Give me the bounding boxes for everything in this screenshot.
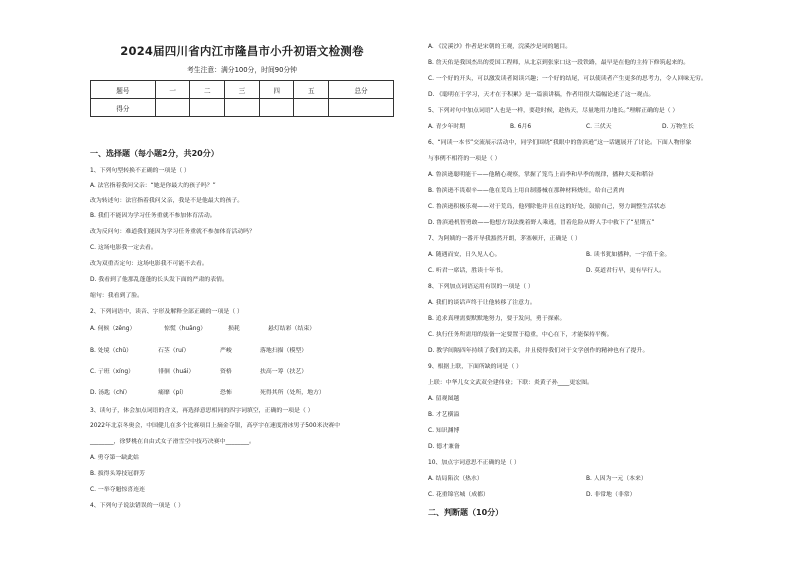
option-line: A. 我们的谈话声终于让他转移了注意力。 [428, 300, 536, 306]
option-line: C. 一个好的开头，可以激发读者阅读兴趣；一个好的结尾，可以使读者产生更多的思考力，令人回味无穷。 [428, 76, 707, 82]
option-q2-a-1: A. 伺候（zěng） [90, 326, 136, 332]
score-table-header-cell: 二 [190, 81, 225, 99]
option-line: B. 追求真理需要默默地努力，要于发问，勇于探索。 [428, 316, 566, 322]
option-q7-a: A. 随遇而安，日久见人心。 [428, 252, 501, 258]
option-line: D. 德才兼备 [428, 444, 460, 450]
question-line: 5、下列对句中加点词语“人也是一样，要趁时候，趁热天，尽量地用力地长。”理解正确的是（ ） [428, 108, 679, 114]
question-line: 改为反问句：难道我们能因为学习任务重就不参加体育活动吗？ [90, 229, 255, 235]
option-q2-c-1: C. 亍班（xíng） [90, 369, 135, 375]
option-q2-b-2: 石茎（ruí） [158, 348, 190, 354]
question-line: 4、下列句子说法错误的一项是（ ） [90, 503, 184, 509]
page-title: 2024届四川省内江市隆昌市小升初语文检测卷 [120, 44, 364, 58]
score-table-score-row [91, 99, 394, 117]
option-q10-d: D. 非常地（非常） [586, 492, 636, 498]
score-table-row-label: 得分 [91, 99, 156, 117]
score-cell [259, 99, 294, 117]
option-q2-d-2: 痛靡（pí） [158, 390, 187, 396]
question-line: 上联：中华儿女文武双全建伟业；下联：炎黄子孙____更宏图。 [428, 380, 593, 386]
option-line: A. 留观图越 [428, 396, 460, 402]
score-cell [225, 99, 260, 117]
option-line: D. 教学间隔四年持续了我们的关系，并且使得我们对于文学创作的精神也有了提升。 [428, 348, 649, 354]
option-q2-c-3: 资格 [220, 369, 232, 375]
question-line: B. 我们不能因为学习任务重就不参加体育活动。 [90, 213, 216, 219]
question-line: C. 这场电影我一定去看。 [90, 245, 157, 251]
score-table-header-cell: 一 [155, 81, 190, 99]
option-line: B. 拔得头筹技冠群芳 [90, 471, 145, 477]
question-line: 2、下列词语中，读音、字形及解释全部正确的一项是（ ） [90, 309, 243, 315]
score-cell [294, 99, 329, 117]
question-line: 改为双重否定句：这场电影我不可能不去看。 [90, 261, 208, 267]
score-table-header-row [91, 81, 394, 99]
score-table-header-cell: 总分 [329, 81, 394, 99]
option-q7-c: C. 听君一席话，胜读十年书。 [428, 268, 507, 274]
score-table-header-cell: 四 [259, 81, 294, 99]
score-cell [190, 99, 225, 117]
option-q2-b-4: 落地扫描（模型） [260, 348, 308, 354]
score-table-header-cell: 五 [294, 81, 329, 99]
option-line: C. 知识渊博 [428, 428, 460, 434]
option-line: C. 一举夺魁惊喜连连 [90, 487, 145, 493]
score-table [90, 80, 394, 117]
question-line: D. 我看到了他那乱蓬蓬的长头发下面的严肃的表情。 [90, 277, 228, 283]
score-cell [155, 99, 190, 117]
option-q10-a: A. 结局陷次（热水） [428, 476, 483, 482]
question-line: 8、下列加点词语运用有误的一项是（ ） [428, 284, 534, 290]
option-q10-c: C. 花重锦官城（成都） [428, 492, 489, 498]
option-q2-c-4: 扶高一筹（扶艺） [260, 369, 308, 375]
option-line: B. 鲁滨逊不畏艰辛——他在荒岛上用自制器械在那种材料烧灶，给自己煮肉 [428, 188, 625, 194]
option-line: D. 《聪明在于学习，天才在于积累》是一篇演讲稿，作者用很大篇幅论述了这一观点。 [428, 92, 655, 98]
question-line: 7、为阿姨的一番开导我豁然开朗，茅塞顿开，正确是（ ） [428, 236, 581, 242]
option-q2-d-1: D. 汤匙（chí） [90, 390, 131, 396]
question-line: 1、下列句型转换不正确的一项是（ ） [90, 168, 190, 174]
option-q2-a-4: 悬灯结彩（结束） [268, 326, 316, 332]
option-line: B. 詹天佑是我国杰出的爱国工程师，从北京到张家口这一段铁路，最早是在他的主持下修筑起来的。 [428, 60, 690, 66]
option-q2-d-3: 恐怖 [220, 390, 232, 396]
option-line: A. 勇夺第一缺此姑 [90, 455, 139, 461]
option-line: A. 鲁滨逊聪明能干——他精心观察，掌握了笼鸟上而季和早季的规律，播种大麦和稻谷 [428, 172, 654, 178]
option-q2-a-3: 损耗 [228, 326, 240, 332]
option-q5-c: C. 三伏天 [586, 124, 612, 130]
question-line: 改为转述句：法官指着我问父亲，我是不是他最大的孩子。 [90, 198, 244, 204]
option-q7-b: B. 读书犹如播种，一字值千金。 [586, 252, 671, 258]
section-heading-judgement: 二、判断题（10分） [428, 508, 504, 517]
section-heading-choice: 一、选择题（每小题2分，共20分） [90, 149, 219, 158]
option-q10-b: B. 人因为一元（本来） [586, 476, 647, 482]
score-cell [329, 99, 394, 117]
score-table-header-cell: 三 [225, 81, 260, 99]
question-line: 10、加点字词意思不正确的是（ ） [428, 460, 520, 466]
question-line: 3、读句子，体会加点词语的含义，再选择意思相同的四字词填空，正确的一项是（ ） [90, 408, 314, 414]
option-line: C. 鲁滨逊积极乐观——对于荒岛，他列除他并且在这的好处，鼓励自己，努力调整生活状态 [428, 204, 666, 210]
option-q5-a: A. 青少年时期 [428, 124, 466, 130]
option-q5-b: B. 6月6 [510, 124, 532, 130]
option-line: C. 执行任务所需用的装备一定要置于稳重，中心在下，才能保持平衡。 [428, 332, 613, 338]
question-line: 缩句：我看到了脸。 [90, 293, 144, 299]
exam-notice: 考生注意：满分100分，时间90分钟 [187, 66, 297, 74]
question-line: A. 法官指着我问父亲：“她是你最大的孩子吗？” [90, 183, 216, 189]
score-table-header-cell: 题号 [91, 81, 156, 99]
option-q2-b-1: B. 处境（chǔ） [90, 348, 133, 354]
option-q7-d: D. 莫道君行早，更有早行人。 [586, 268, 665, 274]
question-line: ________，徐梦桃在自由式女子滑雪空中技巧决赛中________。 [90, 439, 255, 445]
option-line: A. 《浣溪沙》作者是宋朝的王观，浣溪沙是词的题目。 [428, 44, 572, 50]
question-line: 9、根据上联，下面所缺的词是（ ） [428, 364, 522, 370]
option-q5-d: D. 万物生长 [662, 124, 694, 130]
option-q2-d-4: 死得其所（处所，地方） [260, 390, 325, 396]
question-line: 与事例不相符的一项是（ ） [428, 156, 501, 162]
option-line: D. 鲁滨逊机智勇敢——他想方设法挽着野人乘逃，冒着危险从野人手中救下了“星期五” [428, 220, 655, 226]
option-q2-a-2: 惊慌（huāng） [164, 326, 207, 332]
question-line: 6、“同读一本书”交流展示活动中，同学们围绕“我眼中的鲁滨逊”这一话题展开了讨论。下面人物形象 [428, 140, 692, 146]
question-line: 2022年北京冬奥会，中国健儿在多个比赛项目上摘金夺银，高亭宇在速度滑冰男子500米决赛中 [90, 423, 341, 429]
option-q2-c-2: 徘徊（huái） [158, 369, 195, 375]
option-line: B. 才艺横溢 [428, 412, 460, 418]
option-q2-b-3: 严峻 [220, 348, 232, 354]
